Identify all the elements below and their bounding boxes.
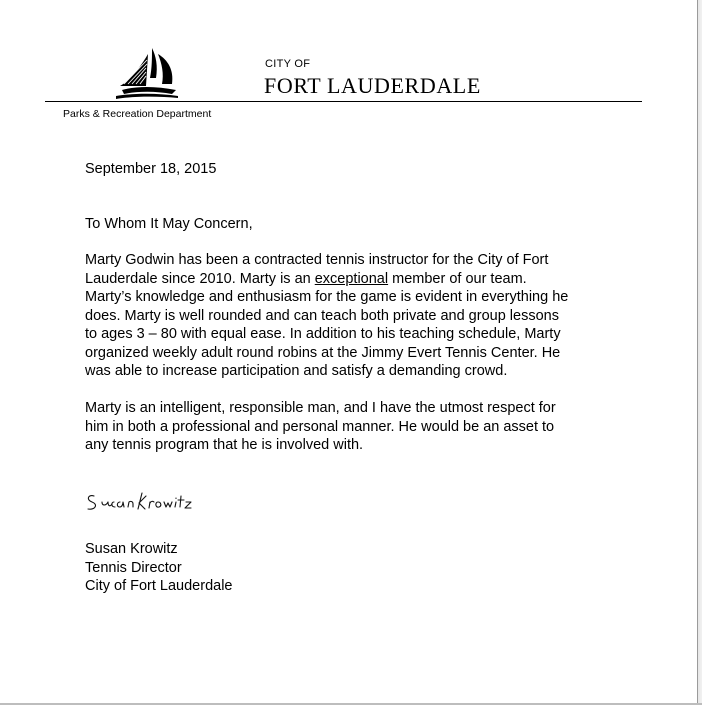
paragraph-line: Marty’s knowledge and enthusiasm for the game is evident in everything he bbox=[85, 289, 569, 305]
department-label: Parks & Recreation Department bbox=[63, 108, 212, 120]
signer-name: Susan Krowitz bbox=[85, 541, 178, 557]
letter-salutation: To Whom It May Concern, bbox=[85, 216, 253, 232]
text-run: member of our team. bbox=[388, 270, 527, 287]
paragraph-line bbox=[85, 270, 568, 289]
paragraph-line: to ages 3 – 80 with equal ease. In addition to his teaching schedule, Marty bbox=[85, 326, 561, 342]
letter-date: September 18, 2015 bbox=[85, 161, 217, 177]
paragraph-line: him in both a professional and personal manner. He would be an asset to bbox=[85, 418, 555, 435]
signature-block bbox=[85, 540, 233, 596]
signer-organization: City of Fort Lauderdale bbox=[85, 578, 233, 594]
paragraph-line: does. Marty is well rounded and can teach both private and group lessons bbox=[85, 307, 559, 324]
paragraph-line: was able to increase participation and satisfy a demanding crowd. bbox=[85, 363, 508, 379]
paragraph-line: organized weekly adult round robins at the Jimmy Evert Tennis Center. He bbox=[85, 344, 561, 361]
city-name-title: FORT LAUDERDALE bbox=[264, 73, 481, 98]
body-paragraph-1 bbox=[85, 251, 568, 381]
paragraph-line: any tennis program that he is involved with. bbox=[85, 437, 364, 453]
city-of-label: CITY OF bbox=[265, 58, 311, 70]
signer-title: Tennis Director bbox=[85, 559, 182, 576]
paragraph-line: Marty Godwin has been a contracted tennis instructor for the City of Fort bbox=[85, 252, 549, 268]
body-paragraph-2 bbox=[85, 399, 556, 455]
page-edge-right bbox=[697, 0, 702, 705]
underlined-word: exceptional bbox=[314, 270, 389, 287]
sailboat-logo-icon bbox=[112, 46, 182, 104]
letterhead-rule bbox=[45, 101, 642, 102]
handwritten-signature bbox=[84, 488, 214, 518]
text-run: Lauderdale since 2010. Marty is an bbox=[85, 270, 315, 287]
paragraph-line: Marty is an intelligent, responsible man, and I have the utmost respect for bbox=[85, 400, 556, 416]
